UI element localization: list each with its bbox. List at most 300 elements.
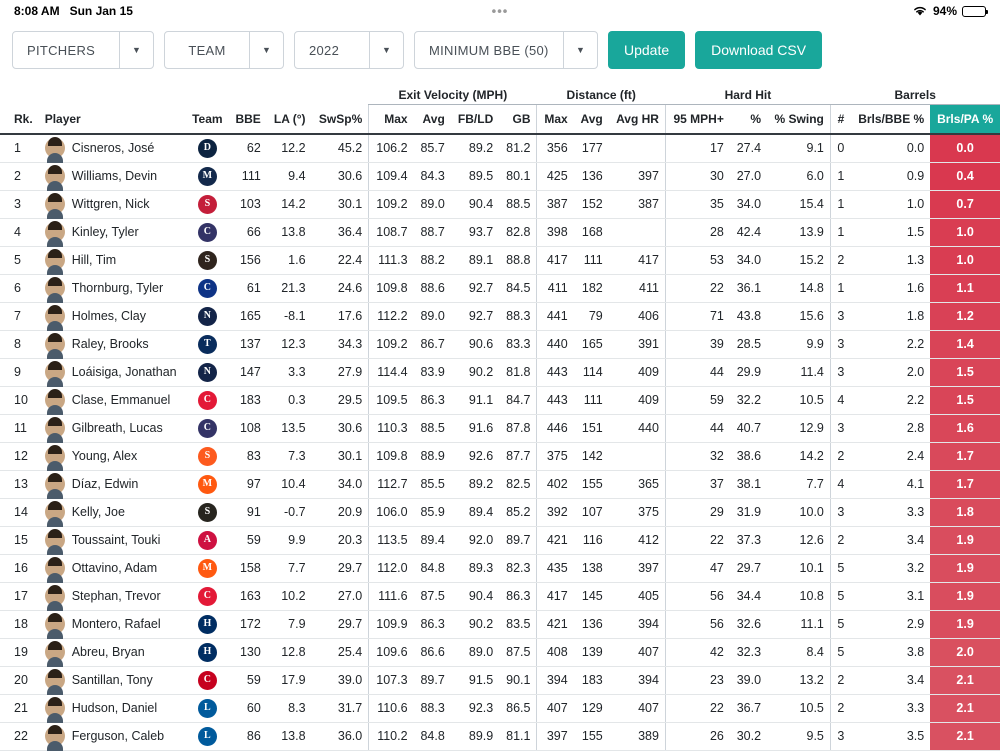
- cell-ev-fbld: 92.6: [451, 442, 499, 470]
- cell-ev-gb: 85.2: [499, 498, 537, 526]
- cell-player: [39, 498, 186, 526]
- player-name[interactable]: Toussaint, Touki: [71, 533, 161, 547]
- player-name[interactable]: Wittgren, Nick: [71, 197, 150, 211]
- cell-brls-pa: 1.1: [930, 274, 1000, 302]
- cell-hh-pct: 36.1: [730, 274, 767, 302]
- cell-ev-avg: 86.3: [414, 386, 451, 414]
- cell-hh-95: 22: [665, 694, 729, 722]
- cell-swsp: 25.4: [312, 638, 369, 666]
- table-row[interactable]: [0, 134, 1000, 162]
- cell-hh-pct: 34.0: [730, 246, 767, 274]
- avatar: [45, 558, 65, 578]
- cell-swsp: 34.3: [312, 330, 369, 358]
- cell-rank: 5: [0, 246, 39, 274]
- team-logo-icon: C: [198, 587, 217, 606]
- minimum-bbe-select-value: MINIMUM BBE (50): [429, 42, 549, 58]
- avatar: [45, 642, 65, 662]
- cell-rank: 1: [0, 134, 39, 162]
- position-select[interactable]: [12, 31, 154, 69]
- cell-player: [39, 190, 186, 218]
- player-name[interactable]: Clase, Emmanuel: [71, 393, 171, 407]
- cell-la: 12.3: [267, 330, 312, 358]
- cell-swsp: 31.7: [312, 694, 369, 722]
- cell-hh-pct: 32.2: [730, 386, 767, 414]
- cell-dist-avg: 111: [574, 386, 609, 414]
- cell-dist-avg-hr: 394: [609, 666, 666, 694]
- cell-brls-bbe: 2.2: [850, 386, 930, 414]
- cell-ev-max: 112.7: [369, 470, 414, 498]
- cell-brls-bbe: 3.3: [850, 498, 930, 526]
- cell-dist-avg-hr: [609, 134, 666, 162]
- avatar: [45, 390, 65, 410]
- cell-brls-bbe: 3.3: [850, 694, 930, 722]
- avatar: [45, 726, 65, 746]
- cell-player: [39, 638, 186, 666]
- col-barrels-num[interactable]: #: [830, 104, 850, 134]
- cell-team: [186, 582, 228, 610]
- cell-dist-avg-hr: 440: [609, 414, 666, 442]
- col-brls-pa[interactable]: Brls/PA %: [930, 104, 1000, 134]
- col-bbe[interactable]: BBE: [229, 104, 267, 134]
- player-name[interactable]: Díaz, Edwin: [71, 477, 139, 491]
- col-hh-pct[interactable]: %: [730, 104, 767, 134]
- cell-ev-max: 109.8: [369, 442, 414, 470]
- cell-swsp: 30.1: [312, 442, 369, 470]
- cell-swsp: 17.6: [312, 302, 369, 330]
- cell-hh-swing: 15.2: [767, 246, 830, 274]
- cell-barrels-num: 2: [830, 246, 850, 274]
- cell-brls-bbe: 0.9: [850, 162, 930, 190]
- cell-rank: 10: [0, 386, 39, 414]
- cell-rank: 3: [0, 190, 39, 218]
- cell-brls-bbe: 4.1: [850, 470, 930, 498]
- cell-ev-gb: 89.7: [499, 526, 537, 554]
- cell-brls-pa: 0.7: [930, 190, 1000, 218]
- cell-hh-95: 59: [665, 386, 729, 414]
- cell-player: [39, 526, 186, 554]
- cell-ev-avg: 84.3: [414, 162, 451, 190]
- player-name[interactable]: Loáisiga, Jonathan: [71, 365, 177, 379]
- cell-dist-avg: 79: [574, 302, 609, 330]
- battery-icon: [962, 6, 986, 17]
- col-ev-gb[interactable]: GB: [499, 104, 537, 134]
- table-row[interactable]: [0, 414, 1000, 442]
- cell-hh-95: 22: [665, 274, 729, 302]
- cell-hh-95: 35: [665, 190, 729, 218]
- col-player[interactable]: Player: [39, 104, 186, 134]
- cell-barrels-num: 0: [830, 134, 850, 162]
- cell-hh-swing: 15.4: [767, 190, 830, 218]
- cell-swsp: 27.9: [312, 358, 369, 386]
- cell-player: [39, 330, 186, 358]
- team-logo-icon: H: [198, 643, 217, 662]
- cell-ev-gb: 90.1: [499, 666, 537, 694]
- col-swsp[interactable]: SwSp%: [312, 104, 369, 134]
- cell-bbe: 83: [229, 442, 267, 470]
- col-hh-swing[interactable]: % Swing: [767, 104, 830, 134]
- cell-hh-95: 28: [665, 218, 729, 246]
- cell-la: 10.2: [267, 582, 312, 610]
- cell-ev-fbld: 91.6: [451, 414, 499, 442]
- table-row[interactable]: [0, 610, 1000, 638]
- cell-dist-avg: 183: [574, 666, 609, 694]
- player-name[interactable]: Kinley, Tyler: [71, 225, 139, 239]
- col-hh-95[interactable]: 95 MPH+: [665, 104, 729, 134]
- col-team[interactable]: Team: [186, 104, 228, 134]
- cell-la: 21.3: [267, 274, 312, 302]
- cell-dist-avg-hr: 375: [609, 498, 666, 526]
- table-row[interactable]: [0, 554, 1000, 582]
- cell-brls-pa: 1.8: [930, 498, 1000, 526]
- cell-bbe: 163: [229, 582, 267, 610]
- cell-brls-pa: 0.4: [930, 162, 1000, 190]
- avatar: [45, 530, 65, 550]
- cell-ev-max: 110.6: [369, 694, 414, 722]
- cell-hh-95: 30: [665, 162, 729, 190]
- cell-player: [39, 274, 186, 302]
- cell-la: 13.8: [267, 218, 312, 246]
- cell-ev-avg: 84.8: [414, 554, 451, 582]
- table-row[interactable]: [0, 190, 1000, 218]
- cell-player: [39, 246, 186, 274]
- cell-hh-swing: 9.1: [767, 134, 830, 162]
- cell-bbe: 165: [229, 302, 267, 330]
- cell-rank: 12: [0, 442, 39, 470]
- cell-ev-max: 114.4: [369, 358, 414, 386]
- table-row[interactable]: [0, 218, 1000, 246]
- cell-dist-max: 397: [537, 722, 574, 750]
- cell-dist-avg: 116: [574, 526, 609, 554]
- cell-ev-fbld: 89.2: [451, 470, 499, 498]
- col-ev-max[interactable]: Max: [369, 104, 414, 134]
- cell-ev-max: 111.6: [369, 582, 414, 610]
- cell-ev-max: 109.2: [369, 190, 414, 218]
- cell-hh-95: 44: [665, 358, 729, 386]
- avatar: [45, 138, 65, 158]
- player-name[interactable]: Williams, Devin: [71, 169, 158, 183]
- table-row[interactable]: [0, 442, 1000, 470]
- cell-ev-avg: 87.5: [414, 582, 451, 610]
- cell-dist-avg-hr: 391: [609, 330, 666, 358]
- cell-hh-95: 56: [665, 610, 729, 638]
- cell-la: 14.2: [267, 190, 312, 218]
- chevron-down-icon: ▼: [369, 32, 403, 68]
- table-row[interactable]: [0, 162, 1000, 190]
- cell-dist-avg-hr: 397: [609, 162, 666, 190]
- cell-hh-95: 39: [665, 330, 729, 358]
- cell-bbe: 60: [229, 694, 267, 722]
- cell-bbe: 137: [229, 330, 267, 358]
- status-date: Sun Jan 15: [69, 4, 133, 18]
- cell-swsp: 22.4: [312, 246, 369, 274]
- cell-ev-fbld: 90.4: [451, 190, 499, 218]
- cell-hh-swing: 6.0: [767, 162, 830, 190]
- player-name[interactable]: Hill, Tim: [71, 253, 117, 267]
- table-row[interactable]: [0, 246, 1000, 274]
- cell-player: [39, 554, 186, 582]
- cell-hh-95: 71: [665, 302, 729, 330]
- cell-dist-avg: 152: [574, 190, 609, 218]
- cell-la: 13.8: [267, 722, 312, 750]
- cell-ev-avg: 89.4: [414, 526, 451, 554]
- cell-ev-avg: 89.0: [414, 190, 451, 218]
- cell-la: 7.9: [267, 610, 312, 638]
- table-row[interactable]: [0, 498, 1000, 526]
- cell-ev-gb: 84.7: [499, 386, 537, 414]
- cell-team: [186, 470, 228, 498]
- cell-dist-avg-hr: 397: [609, 554, 666, 582]
- cell-hh-pct: 39.0: [730, 666, 767, 694]
- table-row[interactable]: [0, 638, 1000, 666]
- cell-ev-gb: 81.8: [499, 358, 537, 386]
- cell-hh-pct: 37.3: [730, 526, 767, 554]
- table-row[interactable]: [0, 526, 1000, 554]
- player-name[interactable]: Ottavino, Adam: [71, 561, 158, 575]
- column-header-row: [0, 104, 1000, 134]
- cell-brls-pa: 2.1: [930, 694, 1000, 722]
- cell-la: 1.6: [267, 246, 312, 274]
- cell-dist-avg: 168: [574, 218, 609, 246]
- cell-hh-95: 47: [665, 554, 729, 582]
- table-row[interactable]: [0, 358, 1000, 386]
- cell-dist-avg: 136: [574, 610, 609, 638]
- cell-player: [39, 666, 186, 694]
- wifi-icon: [912, 5, 928, 17]
- table-row[interactable]: [0, 666, 1000, 694]
- cell-ev-gb: 82.5: [499, 470, 537, 498]
- cell-brls-bbe: 1.0: [850, 190, 930, 218]
- cell-ev-max: 109.8: [369, 274, 414, 302]
- cell-ev-gb: 80.1: [499, 162, 537, 190]
- cell-hh-95: 56: [665, 582, 729, 610]
- cell-brls-bbe: 1.8: [850, 302, 930, 330]
- cell-brls-pa: 1.5: [930, 358, 1000, 386]
- cell-dist-max: 407: [537, 694, 574, 722]
- cell-swsp: 30.6: [312, 162, 369, 190]
- cell-brls-pa: 1.9: [930, 610, 1000, 638]
- cell-barrels-num: 4: [830, 386, 850, 414]
- cell-dist-avg-hr: [609, 218, 666, 246]
- col-dist-avg[interactable]: Avg: [574, 104, 609, 134]
- cell-player: [39, 302, 186, 330]
- cell-dist-max: 446: [537, 414, 574, 442]
- cell-bbe: 130: [229, 638, 267, 666]
- cell-swsp: 30.6: [312, 414, 369, 442]
- group-spacer: [0, 80, 369, 104]
- cell-dist-max: 425: [537, 162, 574, 190]
- cell-swsp: 30.1: [312, 190, 369, 218]
- cell-ev-fbld: 89.3: [451, 554, 499, 582]
- cell-hh-pct: 31.9: [730, 498, 767, 526]
- update-button[interactable]: Update: [608, 31, 685, 69]
- cell-brls-bbe: 3.8: [850, 638, 930, 666]
- player-name[interactable]: Cisneros, José: [71, 141, 155, 156]
- player-name[interactable]: Holmes, Clay: [71, 309, 147, 323]
- cell-la: -8.1: [267, 302, 312, 330]
- download-csv-button[interactable]: Download CSV: [695, 31, 822, 69]
- table-row[interactable]: [0, 694, 1000, 722]
- cell-ev-avg: 86.3: [414, 610, 451, 638]
- cell-player: [39, 442, 186, 470]
- col-ev-avg[interactable]: Avg: [414, 104, 451, 134]
- cell-ev-avg: 83.9: [414, 358, 451, 386]
- cell-ev-fbld: 89.5: [451, 162, 499, 190]
- cell-ev-gb: 87.8: [499, 414, 537, 442]
- avatar: [45, 614, 65, 634]
- cell-ev-gb: 86.3: [499, 582, 537, 610]
- player-name[interactable]: Abreu, Bryan: [71, 645, 145, 659]
- cell-dist-max: 408: [537, 638, 574, 666]
- cell-team: [186, 498, 228, 526]
- cell-ev-fbld: 89.2: [451, 134, 499, 162]
- cell-brls-pa: 1.9: [930, 554, 1000, 582]
- team-select[interactable]: [164, 31, 284, 69]
- cell-team: [186, 274, 228, 302]
- table-row[interactable]: [0, 330, 1000, 358]
- table-row[interactable]: [0, 470, 1000, 498]
- cell-ev-gb: 81.2: [499, 134, 537, 162]
- cell-ev-fbld: 90.4: [451, 582, 499, 610]
- table-head: [0, 80, 1000, 134]
- cell-rank: 13: [0, 470, 39, 498]
- player-name[interactable]: Raley, Brooks: [71, 337, 149, 351]
- col-dist-max[interactable]: Max: [537, 104, 574, 134]
- stats-table-scroll[interactable]: [0, 79, 1000, 743]
- player-name[interactable]: Santillan, Tony: [71, 673, 153, 687]
- cell-team: [186, 218, 228, 246]
- avatar: [45, 250, 65, 270]
- cell-dist-max: 440: [537, 330, 574, 358]
- cell-swsp: 27.0: [312, 582, 369, 610]
- cell-swsp: 39.0: [312, 666, 369, 694]
- table-row[interactable]: [0, 386, 1000, 414]
- table-row[interactable]: [0, 302, 1000, 330]
- status-bar-left: [14, 4, 133, 18]
- cell-rank: 20: [0, 666, 39, 694]
- cell-hh-swing: 12.9: [767, 414, 830, 442]
- player-name[interactable]: Ferguson, Caleb: [71, 729, 165, 743]
- cell-la: 17.9: [267, 666, 312, 694]
- cell-ev-avg: 85.5: [414, 470, 451, 498]
- team-logo-icon: C: [198, 223, 217, 242]
- col-brls-bbe[interactable]: Brls/BBE %: [850, 104, 930, 134]
- cell-barrels-num: 1: [830, 162, 850, 190]
- cell-ev-fbld: 92.0: [451, 526, 499, 554]
- cell-dist-avg-hr: 411: [609, 274, 666, 302]
- player-name[interactable]: Young, Alex: [71, 449, 138, 463]
- cell-ev-fbld: 91.5: [451, 666, 499, 694]
- avatar: [45, 334, 65, 354]
- cell-ev-max: 113.5: [369, 526, 414, 554]
- cell-team: [186, 526, 228, 554]
- player-name[interactable]: Kelly, Joe: [71, 505, 125, 519]
- cell-hh-swing: 9.5: [767, 722, 830, 750]
- cell-bbe: 108: [229, 414, 267, 442]
- cell-player: [39, 386, 186, 414]
- table-row[interactable]: [0, 582, 1000, 610]
- cell-hh-swing: 15.6: [767, 302, 830, 330]
- player-name[interactable]: Montero, Rafael: [71, 617, 161, 631]
- cell-ev-fbld: 89.1: [451, 246, 499, 274]
- col-dist-avg-hr[interactable]: Avg HR: [609, 104, 666, 134]
- cell-team: [186, 414, 228, 442]
- cell-swsp: 29.5: [312, 386, 369, 414]
- table-row[interactable]: [0, 274, 1000, 302]
- cell-la: 0.3: [267, 386, 312, 414]
- player-name[interactable]: Gilbreath, Lucas: [71, 421, 163, 435]
- cell-dist-avg-hr: 409: [609, 358, 666, 386]
- cell-ev-gb: 88.8: [499, 246, 537, 274]
- cell-dist-max: 375: [537, 442, 574, 470]
- avatar: [45, 698, 65, 718]
- cell-bbe: 103: [229, 190, 267, 218]
- cell-hh-pct: 38.6: [730, 442, 767, 470]
- player-name[interactable]: Thornburg, Tyler: [71, 281, 164, 295]
- cell-dist-avg-hr: 407: [609, 638, 666, 666]
- col-rank[interactable]: Rk.: [0, 104, 39, 134]
- cell-la: 12.8: [267, 638, 312, 666]
- cell-hh-swing: 13.2: [767, 666, 830, 694]
- cell-ev-fbld: 92.7: [451, 274, 499, 302]
- minimum-bbe-select[interactable]: [414, 31, 598, 69]
- status-dots: •••: [491, 3, 509, 19]
- cell-dist-max: 394: [537, 666, 574, 694]
- cell-dist-avg-hr: 389: [609, 722, 666, 750]
- cell-hh-95: 37: [665, 470, 729, 498]
- cell-player: [39, 358, 186, 386]
- cell-ev-avg: 86.6: [414, 638, 451, 666]
- cell-hh-pct: 29.7: [730, 554, 767, 582]
- cell-brls-bbe: 0.0: [850, 134, 930, 162]
- cell-dist-avg-hr: 409: [609, 386, 666, 414]
- cell-rank: 21: [0, 694, 39, 722]
- group-hard-hit: Hard Hit: [665, 80, 830, 104]
- cell-barrels-num: 5: [830, 610, 850, 638]
- cell-dist-max: 392: [537, 498, 574, 526]
- cell-rank: 7: [0, 302, 39, 330]
- avatar: [45, 474, 65, 494]
- team-logo-icon: T: [198, 335, 217, 354]
- cell-brls-bbe: 3.5: [850, 722, 930, 750]
- season-select[interactable]: [294, 31, 404, 69]
- cell-brls-bbe: 3.4: [850, 526, 930, 554]
- col-la[interactable]: LA (°): [267, 104, 312, 134]
- cell-dist-max: 402: [537, 470, 574, 498]
- cell-barrels-num: 3: [830, 358, 850, 386]
- cell-brls-bbe: 3.2: [850, 554, 930, 582]
- season-select-value: 2022: [309, 42, 340, 58]
- cell-swsp: 34.0: [312, 470, 369, 498]
- player-name[interactable]: Stephan, Trevor: [71, 589, 161, 603]
- cell-la: 12.2: [267, 134, 312, 162]
- cell-ev-max: 112.2: [369, 302, 414, 330]
- cell-la: 3.3: [267, 358, 312, 386]
- cell-team: [186, 610, 228, 638]
- table-row[interactable]: [0, 722, 1000, 750]
- cell-brls-pa: 2.1: [930, 722, 1000, 750]
- cell-bbe: 66: [229, 218, 267, 246]
- cell-team: [186, 246, 228, 274]
- cell-team: [186, 554, 228, 582]
- cell-rank: 14: [0, 498, 39, 526]
- table-body: [0, 134, 1000, 750]
- player-name[interactable]: Hudson, Daniel: [71, 701, 158, 715]
- cell-barrels-num: 4: [830, 470, 850, 498]
- cell-ev-avg: 88.6: [414, 274, 451, 302]
- cell-ev-gb: 86.5: [499, 694, 537, 722]
- col-ev-fbld[interactable]: FB/LD: [451, 104, 499, 134]
- cell-brls-pa: 1.7: [930, 470, 1000, 498]
